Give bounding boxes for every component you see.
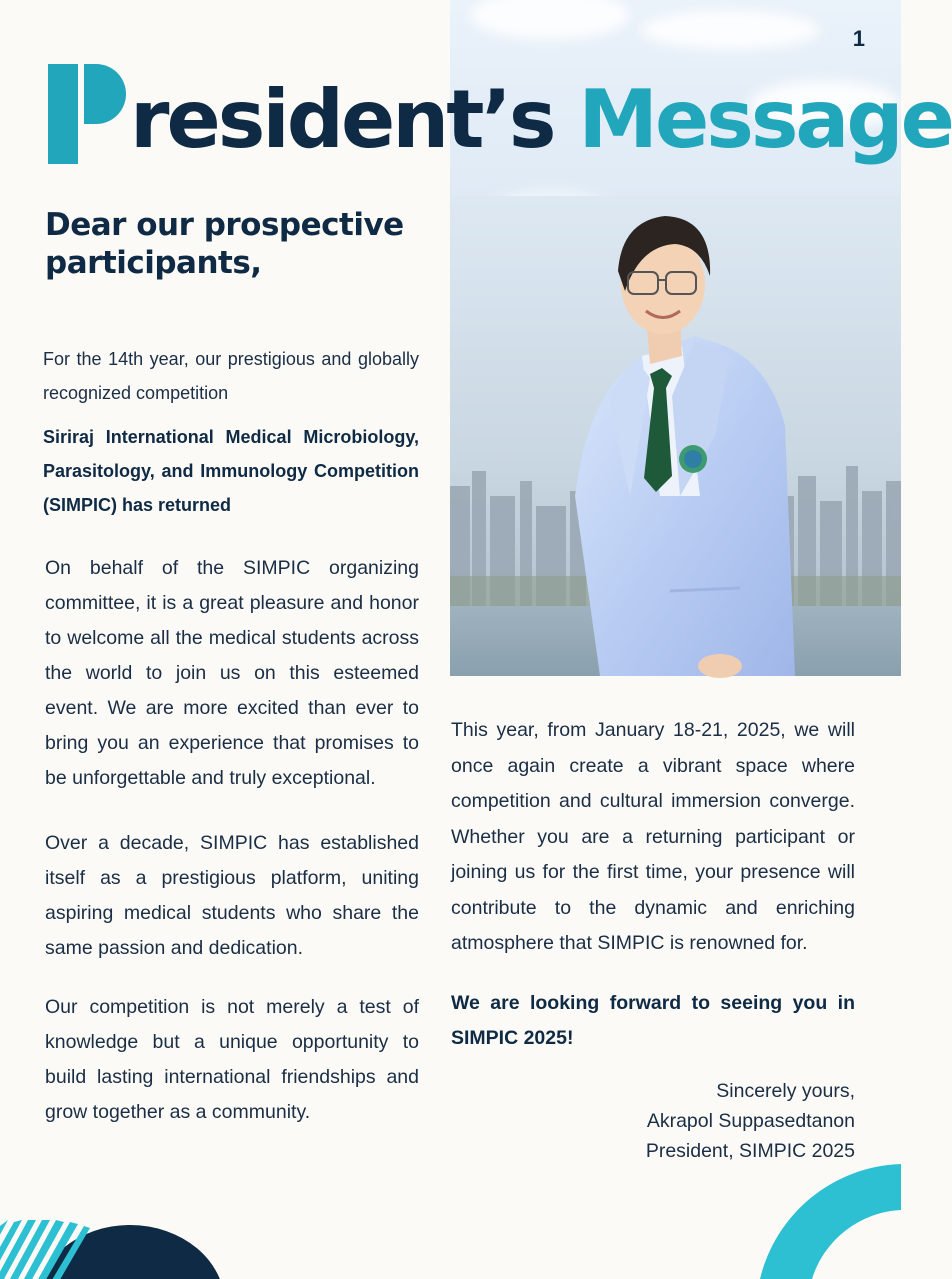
page-number: 1 [852,26,865,51]
signoff-title: President, SIMPIC 2025 [645,1140,855,1162]
page-title [48,64,952,194]
title-initial-p [48,64,126,164]
competition-name-paragraph: Siriraj International Medical Microbiology, Parasitology, and Immunology Competition (SIMPIC) has returned [43,427,419,515]
closing-paragraph: We are looking forward to seeing you in SIMPIC 2025! [451,992,855,1049]
intro-paragraph: For the 14th year, our prestigious and globally recognized competition [43,349,419,403]
welcome-paragraph: On behalf of the SIMPIC organizing committee, it is a great pleasure and honor to welcome all the medical students across the world to join us on this esteemed event. We are more excited than ever to bring you an experience that promises to be unforgettable and truly exceptional. [45,557,419,789]
event-dates-paragraph: This year, from January 18-21, 2025, we will once again create a vibrant space where competition and cultural immersion converge. Whether you are a returning participant or joining us for the first time, your presence will contribute to the dynamic and enriching atmosphere that SIMPIC is renowned for. [451,719,855,954]
title-dark: resident’s [130,73,579,166]
president-portrait-image [450,196,901,676]
signoff-name: Akrapol Suppasedtanon [646,1110,855,1132]
competition-paragraph: Our competition is not merely a test of knowledge but a unique opportunity to build lasting international friendships and grow together as a community. [45,996,419,1123]
title-accent: Message [578,73,952,166]
decade-paragraph: Over a decade, SIMPIC has established itself as a prestigious platform, uniting aspiring medical students who share the same passion and dedication. [45,832,419,959]
signoff-salutation: Sincerely yours, [716,1080,855,1102]
title-text [130,70,952,170]
bottom-left-decoration [0,1210,220,1279]
greeting-heading: Dear our prospective participants, [45,207,404,281]
bottom-right-decoration [760,1164,901,1279]
signature-block [455,1076,855,1166]
president-photo [450,196,901,676]
